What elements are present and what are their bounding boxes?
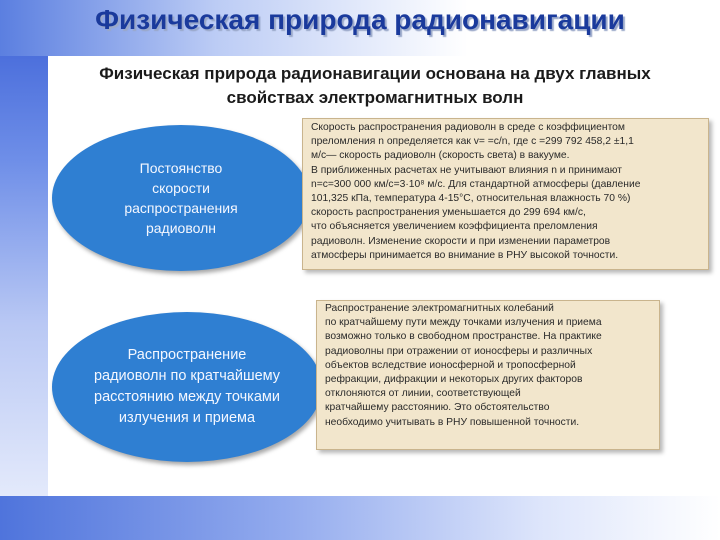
property-description-speed: Скорость распространения радиоволн в среде с коэффициентом преломления n определяется как v= =c/n, где с =299 792 458,2 ±1,1 м/с— скорость радиоволн (скорость света) в вакууме. В приближенных расчетах не учитывают влияния n и принимают n=с=300 000 км/с=3·10⁸ м/с. Для стандартной атмосферы (давление 101,325 кПа, температура 4-15°С, относительная влажность 70 %) скорость распространения уменьшается до 299 694 км/с, что объясняется увеличением коэффициента преломления радиоволн. Изменение скорости и при изменении параметров атмосферы принимается во внимание в РНУ высокой точности. — [302, 118, 709, 270]
property-label-shortest-path: Распространение радиоволн по кратчайшему расстоянию между точками излучения и приема — [93, 347, 281, 426]
property-ellipse-speed — [52, 125, 310, 271]
property-description-shortest-path: Распространение электромагнитных колебаний по кратчайшему пути между точками излучения и приема возможно только в свободном пространстве. На практике радиоволны при отражении от ионосферы и различных объектов вследствие ионосферной и тропосферной рефракции, дифракции и некоторых других факторов отклоняются от линии, соответствующей кратчайшему расстоянию. Это обстоятельство необходимо учитывать в РНУ повышенной точности. — [316, 300, 660, 450]
property-label-speed: Постоянство скорости распространения радиоволн — [124, 160, 238, 236]
bottom-gradient-band — [0, 496, 720, 540]
left-gradient-band — [0, 0, 48, 540]
property-ellipse-shortest-path — [52, 312, 322, 462]
slide-subtitle: Физическая природа радионавигации основана на двух главных свойствах электромагнитных волн — [99, 64, 651, 107]
slide-title: Физическая природа радионавигации — [95, 4, 625, 35]
